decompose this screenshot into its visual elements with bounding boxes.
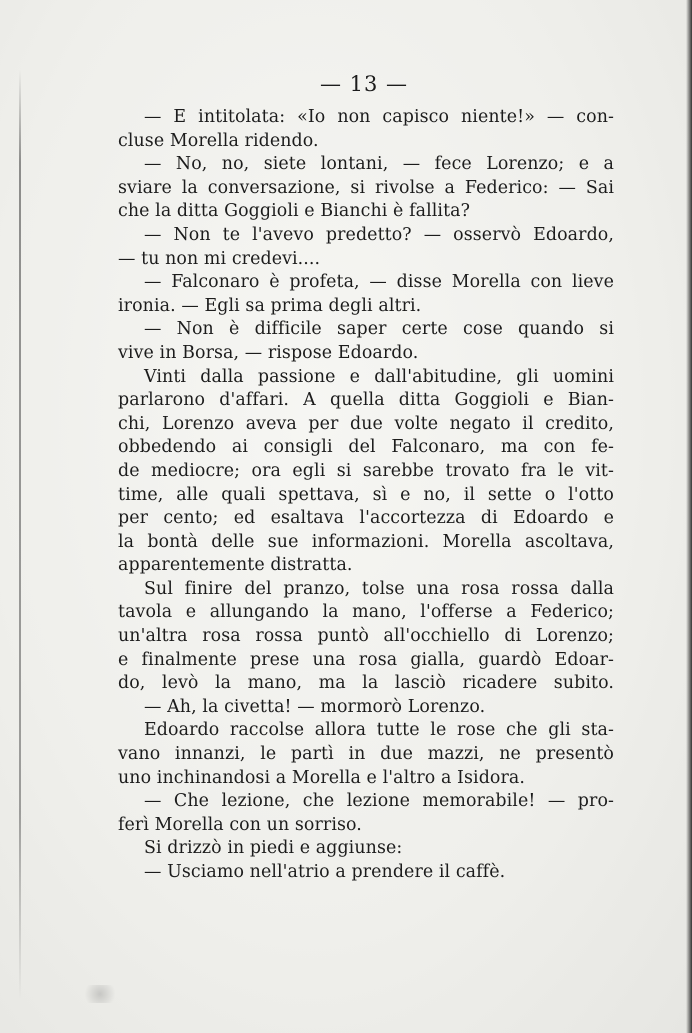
page-binding-shadow xyxy=(19,70,21,1000)
text-line: — No, no, siete lontani, — fece Lorenzo; e a xyxy=(144,154,614,175)
text-line: per cento; ed esaltava l'accortezza di Edoardo e xyxy=(118,508,614,529)
page-number: — 13 — xyxy=(319,72,409,96)
text-line: Edoardo raccolse allora tutte le rose che gli sta- xyxy=(144,720,614,741)
text-line: — Falconaro è profeta, — disse Morella con lieve xyxy=(144,272,614,293)
text-line: e finalmente prese una rosa gialla, guardò Edoar- xyxy=(118,649,614,670)
text-line: do, levò la mano, ma la lasciò ricadere subito. xyxy=(118,673,614,694)
text-line: parlarono d'affari. A quella ditta Goggioli e Bian- xyxy=(118,390,614,411)
text-line: la bontà delle sue informazioni. Morella ascoltava, xyxy=(118,531,614,552)
text-line: vano innanzi, le partì in due mazzi, ne presentò xyxy=(118,744,614,765)
text-line: obbedendo ai consigli del Falconaro, ma con fe- xyxy=(118,437,614,458)
text-line: un'altra rosa rossa puntò all'occhiello di Lorenzo; xyxy=(118,626,614,647)
text-line: uno inchinandosi a Morella e l'altro a Isidora. xyxy=(118,767,526,788)
text-line: Vinti dalla passione e dall'abitudine, gli uomini xyxy=(144,366,614,387)
text-line: vive in Borsa, — rispose Edoardo. xyxy=(118,342,419,363)
text-line: cluse Morella ridendo. xyxy=(118,130,319,151)
text-line: — Che lezione, che lezione memorabile! — pro- xyxy=(144,791,614,812)
paper-stain xyxy=(80,985,120,1003)
text-line: Si drizzò in piedi e aggiunse: xyxy=(144,838,403,859)
body-text xyxy=(118,106,614,885)
text-line: time, alle quali spettava, sì e no, il sette o l'otto xyxy=(118,484,614,505)
page-edge-shadow xyxy=(686,0,692,1033)
text-line: — Usciamo nell'atrio a prendere il caffè. xyxy=(144,862,506,882)
text-line: apparentemente distratta. xyxy=(118,555,353,576)
text-line: tavola e allungando la mano, l'offerse a Federico; xyxy=(118,602,614,623)
text-line: che la ditta Goggioli e Bianchi è fallita? xyxy=(118,201,471,222)
text-line: — tu non mi credevi.... xyxy=(118,248,321,269)
text-line: — Non è difficile saper certe cose quando si xyxy=(144,319,614,340)
text-line: chi, Lorenzo aveva per due volte negato il credito, xyxy=(118,413,614,434)
text-line: sviare la conversazione, si rivolse a Federico: — Sai xyxy=(118,177,614,198)
text-line: — Ah, la civetta! — mormorò Lorenzo. xyxy=(144,696,486,717)
text-line: — E intitolata: «Io non capisco niente!» — con- xyxy=(144,107,614,127)
text-line: Sul finire del pranzo, tolse una rosa rossa dalla xyxy=(144,578,614,599)
text-line: ironia. — Egli sa prima degli altri. xyxy=(118,295,422,316)
text-line: de mediocre; ora egli si sarebbe trovato fra le vit- xyxy=(118,460,614,481)
text-line: — Non te l'avevo predetto? — osservò Edoardo, xyxy=(144,224,614,245)
text-line: ferì Morella con un sorriso. xyxy=(118,814,362,835)
